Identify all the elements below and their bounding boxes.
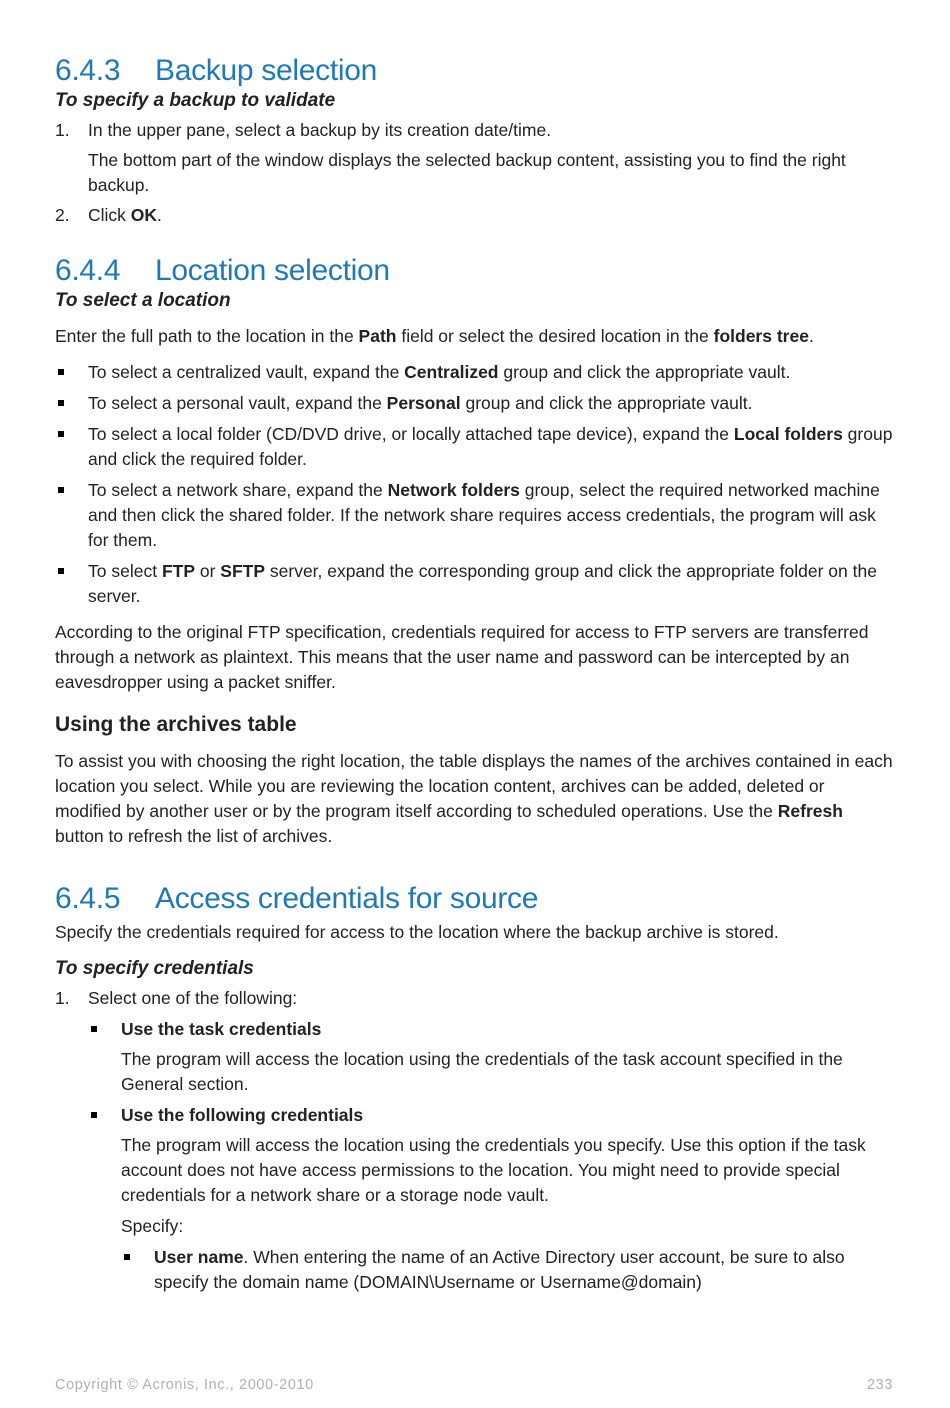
archives-table-heading: Using the archives table	[55, 713, 297, 736]
option-title: Use the task credentials	[121, 1019, 322, 1039]
text-run: group and click the appropriate vault.	[498, 362, 791, 382]
text-run: group, select the required networked machine and then click the shared folder. If the network share requires access credentials, the program will ask for them.	[88, 480, 880, 550]
section-number: 6.4.5	[55, 882, 121, 915]
bullet-square-icon	[91, 1112, 97, 1118]
step-number: 1.	[55, 988, 70, 1008]
bullet-square-icon	[58, 400, 64, 406]
bullet-square-icon	[91, 1026, 97, 1032]
bullet-square-icon	[58, 487, 64, 493]
step-item	[55, 986, 895, 1011]
text-run: Enter the full path to the location in the	[55, 326, 359, 346]
procedure-title: To specify a backup to validate	[55, 90, 336, 111]
text-run: . When entering the name of an Active Directory user account, be sure to also specify the domain name (DOMAIN\Username or Username@domain)	[154, 1247, 845, 1292]
option-description: The program will access the location using the credentials you specify. Use this option if the task account does not have access permissions to the location. You might need to provide special credentials for a network share or a storage node vault.	[121, 1135, 866, 1205]
text-run: or	[195, 561, 221, 581]
ftp-note: According to the original FTP specification, credentials required for access to FTP servers are transferred through a network as plaintext. This means that the user name and password can be intercepted by an eavesdropper using a packet sniffer.	[55, 622, 869, 692]
option-title: Use the following credentials	[121, 1105, 364, 1125]
text-run: To assist you with choosing the right location, the table displays the names of the archives contained in each location you select. While you are reviewing the location content, archives can be added, deleted or modified by another user or by the program itself according to scheduled operations. Use the	[55, 751, 893, 821]
bullet-square-icon	[58, 568, 64, 574]
network-folders-term: Network folders	[387, 480, 520, 500]
step-item	[55, 118, 895, 143]
text-run: To select a personal vault, expand the	[88, 393, 387, 413]
step-number: 2.	[55, 205, 70, 225]
bullet-square-icon	[58, 369, 64, 375]
text-run: group and click the appropriate vault.	[460, 393, 753, 413]
copyright-text: Copyright © Acronis, Inc., 2000-2010	[55, 1377, 314, 1393]
section-title: Backup selection	[155, 54, 378, 87]
bullet-item	[55, 391, 895, 416]
section-heading-6-4-5	[55, 880, 895, 918]
section-number: 6.4.3	[55, 54, 121, 87]
step-number: 1.	[55, 120, 70, 140]
text-run: group and click the required folder.	[88, 424, 893, 469]
ftp-term: FTP	[161, 561, 195, 581]
bullet-item	[55, 478, 895, 553]
archives-table-text	[55, 749, 895, 849]
option-item	[88, 1103, 895, 1128]
path-term: Path	[358, 326, 397, 346]
bullet-square-icon	[124, 1254, 130, 1260]
location-intro	[55, 324, 895, 349]
section-number: 6.4.4	[55, 254, 121, 287]
text-run: To select a local folder (CD/DVD drive, or locally attached tape device), expand the	[88, 424, 734, 444]
credentials-intro: Specify the credentials required for access to the location where the backup archive is stored.	[55, 922, 779, 942]
option-description: The program will access the location using the credentials of the task account specified in the General section.	[121, 1049, 843, 1094]
text-run: button to refresh the list of archives.	[55, 826, 333, 846]
option-item	[88, 1017, 895, 1042]
specify-label: Specify:	[121, 1216, 184, 1236]
section-title: Access credentials for source	[155, 882, 539, 915]
text-run: Click	[88, 205, 131, 225]
section-title: Location selection	[155, 254, 390, 287]
folders-tree-term: folders tree	[713, 326, 809, 346]
personal-term: Personal	[386, 393, 461, 413]
page-number: 233	[867, 1377, 893, 1393]
ok-term: OK	[130, 205, 158, 225]
local-folders-term: Local folders	[733, 424, 843, 444]
step-text: In the upper pane, select a backup by its creation date/time.	[88, 120, 552, 140]
text-run: To select a network share, expand the	[88, 480, 388, 500]
user-name-term: User name	[154, 1247, 244, 1267]
text-run: To select	[88, 561, 162, 581]
text-run: server, expand the corresponding group and click the appropriate folder on the server.	[88, 561, 877, 606]
bullet-item	[55, 360, 895, 385]
page-footer	[55, 1377, 893, 1393]
step-note: The bottom part of the window displays the selected backup content, assisting you to find the right backup.	[88, 150, 846, 195]
page-content	[55, 52, 895, 1295]
refresh-term: Refresh	[777, 801, 843, 821]
section-heading-6-4-3	[55, 52, 895, 90]
procedure-title: To select a location	[55, 290, 231, 311]
procedure-title: To specify credentials	[55, 958, 254, 979]
centralized-term: Centralized	[404, 362, 499, 382]
field-item	[121, 1245, 895, 1295]
text-run: .	[808, 326, 814, 346]
sftp-term: SFTP	[220, 561, 266, 581]
step-item	[55, 203, 895, 228]
text-run: .	[157, 205, 162, 225]
section-heading-6-4-4	[55, 252, 895, 290]
text-run: To select a centralized vault, expand the	[88, 362, 405, 382]
bullet-item	[55, 559, 895, 609]
bullet-item	[55, 422, 895, 472]
step-text: Select one of the following:	[88, 988, 298, 1008]
text-run: field or select the desired location in the	[396, 326, 714, 346]
step-text	[88, 205, 162, 225]
bullet-square-icon	[58, 431, 64, 437]
